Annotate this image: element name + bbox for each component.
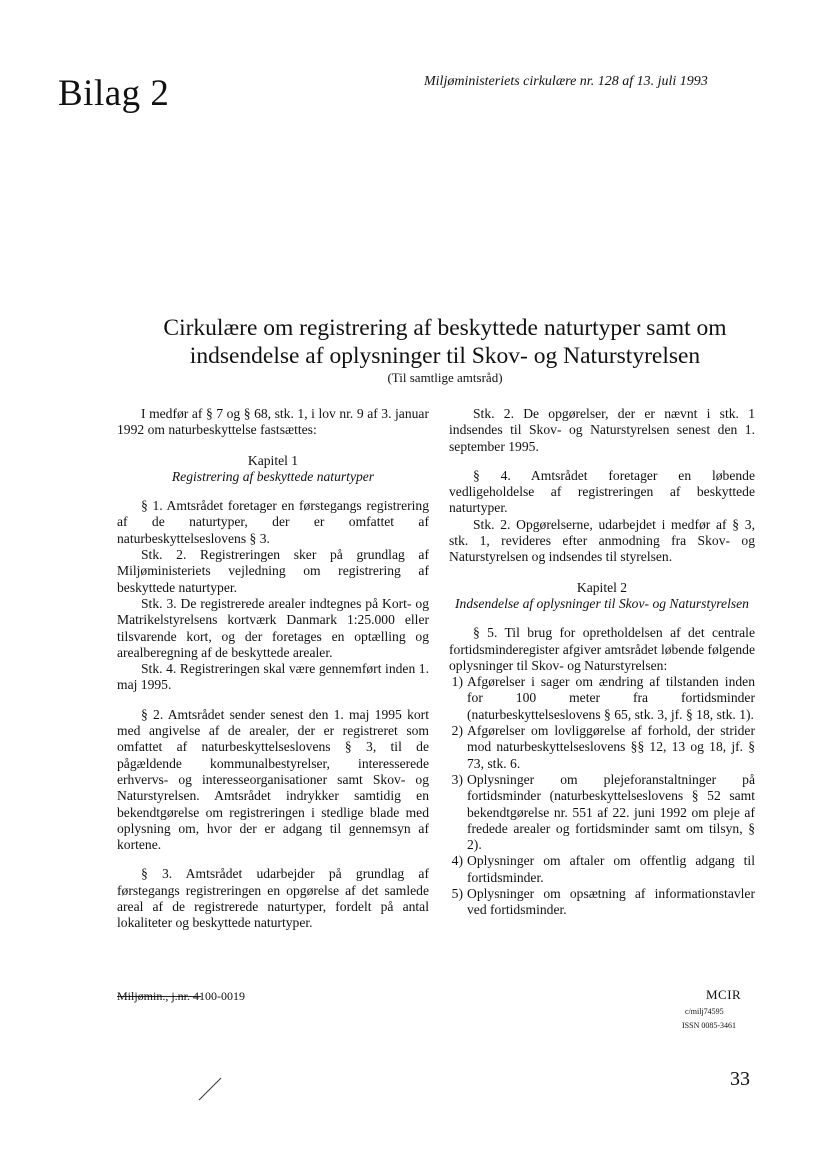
publisher-code: MCIR bbox=[706, 987, 742, 1002]
section-1-paragraph: § 1. Amtsrådet foretager en førstegangs registrering af de naturtyper, der er omfattet af naturbeskyttelseslovens § 3. bbox=[117, 498, 429, 546]
list-number: 2) bbox=[451, 723, 463, 739]
page-number: 33 bbox=[730, 1068, 750, 1090]
list-item bbox=[449, 674, 755, 723]
document-subtitle: (Til samtlige amtsråd) bbox=[387, 370, 503, 385]
chapter-2-title: Kapitel 2 bbox=[576, 579, 628, 595]
list-text: Afgørelser om lovliggørelse af forhold, der strider mod naturbeskyttelseslovens §§ 12, 13 og 18, jf. § 73, stk. 6. bbox=[467, 723, 755, 771]
list-text: Oplysninger om opsætning af informationstavler ved fortidsminder. bbox=[467, 886, 755, 918]
section-2-paragraph: § 2. Amtsrådet sender senest den 1. maj 1995 kort med angivelse af de arealer, der er registreret som omfattet af naturbeskyttelseslovens § 3, til de pågældende kommunalbestyrelser, interesserede erhvervs- og interesseorganisationer samt Skov- og Naturstyrelsen. Amtsrådet indrykker samtidig en bekendtgørelse om registreringen i stedlige blade med oplysning om, hvor der er adgang til gennemsyn af kortene. bbox=[117, 706, 429, 853]
document-title bbox=[100, 314, 790, 370]
list-number: 5) bbox=[451, 886, 463, 902]
footnote: Miljømin., j.nr. 4100-0019 bbox=[117, 989, 246, 1003]
section-3-stk-2: Stk. 2. De opgørelser, der er nævnt i stk. 1 indsendes til Skov- og Naturstyrelsen senest den 1. september 1995. bbox=[449, 406, 755, 454]
catalog-code: c/milj74595 bbox=[685, 1007, 724, 1016]
list-item bbox=[449, 853, 755, 886]
list-text: Oplysninger om plejeforanstaltninger på fortidsminder (naturbeskyttelseslovens § 52 samt bekendtgørelse nr. 551 af 22. juni 1992 om pleje af fredede arealer og fortidsminder samt om tilsyn, § 2). bbox=[467, 771, 755, 853]
list-number: 1) bbox=[451, 674, 463, 690]
section-1-stk-4: Stk. 4. Registreringen skal være gennemført inden 1. maj 1995. bbox=[117, 661, 429, 693]
list-text: Afgørelser i sager om ændring af tilstanden inden for 100 meter fra fortidsminder (naturbeskyttelseslovens § 65, stk. 3, jf. § 18, stk. 1). bbox=[467, 674, 755, 722]
title-line-1: Cirkulære om registrering af beskyttede naturtyper samt om bbox=[163, 315, 727, 341]
issn-code: ISSN 0085-3461 bbox=[682, 1021, 737, 1030]
section-4-paragraph: § 4. Amtsrådet foretager en løbende vedligeholdelse af registreringen af beskyttede naturtyper. bbox=[449, 467, 755, 516]
list-item bbox=[449, 886, 755, 919]
section-5-paragraph: § 5. Til brug for opretholdelsen af det centrale fortidsminderegister afgiver amtsrådet løbende følgende oplysninger til Skov- og Naturstyrelsen: bbox=[449, 625, 755, 673]
list-text: Oplysninger om aftaler om offentlig adgang til fortidsminder. bbox=[467, 853, 755, 885]
section-5-list bbox=[449, 674, 755, 918]
section-3-paragraph: § 3. Amtsrådet udarbejder på grundlag af førstegangs registreringen en opgørelse af det samlede areal af de registrerede naturtyper, fordelt på antal lokaliteter og beskyttede naturtyper. bbox=[117, 866, 429, 931]
appendix-label: Bilag 2 bbox=[58, 73, 170, 114]
pen-mark bbox=[196, 1076, 226, 1102]
section-1-stk-3: Stk. 3. De registrerede arealer indtegnes på Kort- og Matrikelstyrelsens kortværk Danmark 1:25.000 eller tilsvarende kort, og der foretages en optælling og arealberegning af de beskyttede arealer. bbox=[117, 595, 429, 660]
circular-reference: Miljøministeriets cirkulære nr. 128 af 13. juli 1993 bbox=[424, 74, 708, 89]
list-item bbox=[449, 723, 755, 772]
chapter-1-subtitle: Registrering af beskyttede naturtyper bbox=[171, 468, 375, 484]
title-line-2: indsendelse af oplysninger til Skov- og Naturstyrelsen bbox=[189, 343, 701, 369]
right-column bbox=[449, 406, 755, 919]
chapter-2-subtitle: Indsendelse af oplysninger til Skov- og Naturstyrelsen bbox=[455, 595, 749, 611]
list-number: 4) bbox=[451, 853, 463, 869]
left-column bbox=[117, 406, 429, 932]
list-item bbox=[449, 772, 755, 853]
section-4-stk-2: Stk. 2. Opgørelserne, udarbejdet i medfør af § 3, stk. 1, revideres efter anmodning fra Skov- og Naturstyrelsen og indsendes til styrelsen. bbox=[449, 516, 755, 565]
chapter-1-title: Kapitel 1 bbox=[247, 452, 299, 468]
intro-paragraph: I medfør af § 7 og § 68, stk. 1, i lov nr. 9 af 3. januar 1992 om naturbeskyttelse fastsættes: bbox=[117, 406, 429, 438]
section-1-stk-2: Stk. 2. Registreringen sker på grundlag af Miljøministeriets vejledning om registrering af beskyttede naturtyper. bbox=[117, 547, 429, 595]
list-number: 3) bbox=[451, 771, 463, 787]
